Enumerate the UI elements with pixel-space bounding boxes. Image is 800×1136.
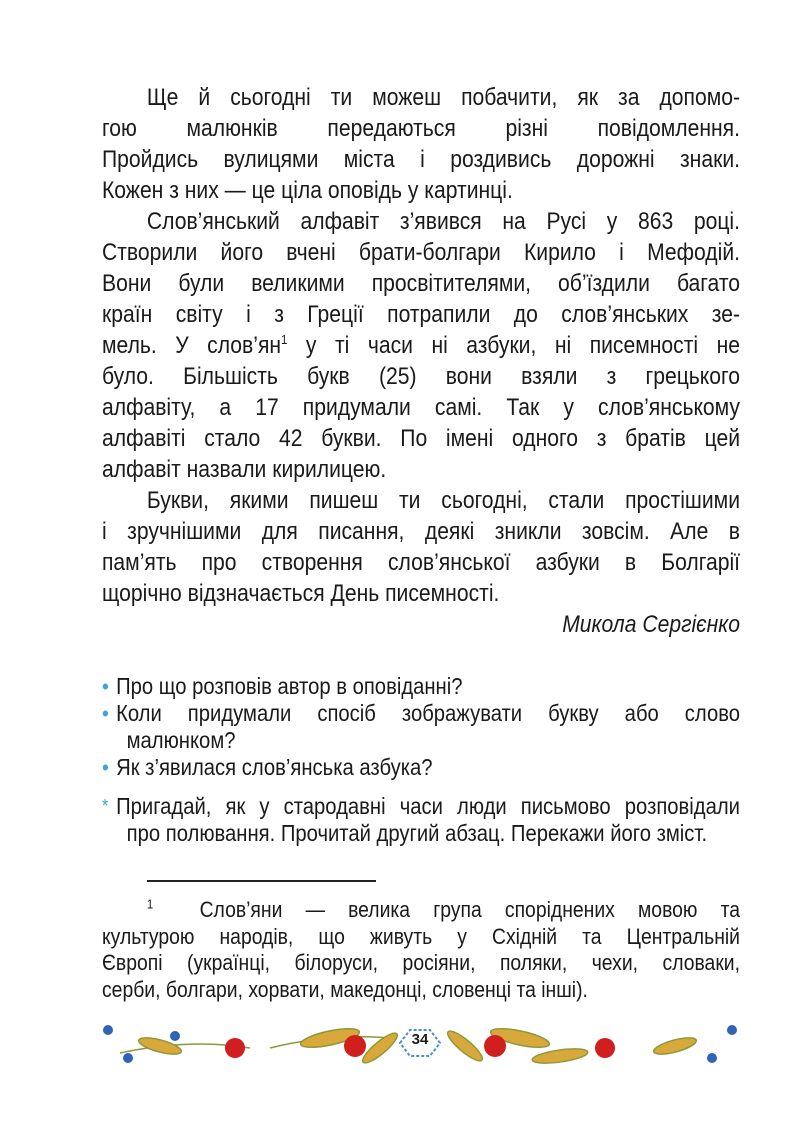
text-line: пам’ять про створення слов’янської азбуки в Болгарії — [102, 549, 740, 576]
text-line: алфавіт назвали кирилицею. — [102, 456, 387, 483]
question-text-continued: малюнком? — [126, 727, 236, 753]
asterisk-icon: * — [102, 796, 109, 816]
bullet-icon: • — [102, 701, 109, 726]
text-line: алфавіту, а 17 придумали самі. Так у слов’янському — [102, 394, 740, 421]
question-text: Як з’явилася слов’янська азбука? — [116, 754, 433, 780]
question-item — [102, 754, 740, 781]
question-text: Коли придумали спосіб зображувати букву або слово — [116, 700, 740, 726]
bullet-icon: • — [102, 755, 109, 780]
footnote-line: Європі (українці, білоруси, росіяни, поляки, чехи, словаки, — [102, 950, 740, 975]
footnote-line: культурою народів, що живуть у Східній та Центральній — [102, 923, 740, 949]
task-item — [102, 793, 740, 820]
questions-list — [102, 673, 740, 847]
footnote — [102, 897, 740, 1003]
task-text: Пригадай, як у стародавні часи люди письмово розповідали — [116, 793, 740, 819]
text-line: країн світу і з Греції потрапили до слов’янських зе- — [102, 301, 740, 328]
text-line: було. Більшість букв (25) вони взяли з грецького — [102, 363, 740, 390]
page-number: 34 — [411, 1031, 429, 1048]
task-text-continued: про полювання. Прочитай другий абзац. Перекажи його зміст. — [126, 820, 708, 846]
footnote-divider — [147, 880, 376, 882]
bullet-icon: • — [102, 674, 109, 699]
text-fragment: мель. У слов’ян — [102, 332, 282, 359]
story-text — [102, 82, 740, 640]
text-line: Створили його вчені брати-болгари Кирило і Мефодій. — [102, 239, 740, 266]
text-line: Вони були великими просвітителями, об’їздили багато — [102, 270, 740, 297]
text-line: і зручнішими для писання, деякі зникли зовсім. Але в — [102, 518, 740, 545]
question-item — [102, 700, 740, 727]
text-line: щорічно відзначається День писемності. — [102, 580, 500, 607]
text-line: Кожен з них — це ціла оповідь у картинці. — [102, 177, 513, 204]
author-name: Микола Сергієнко — [562, 611, 740, 638]
footnote-reference[interactable]: 1 — [281, 332, 288, 347]
text-line: алфавіті стало 42 букви. По імені одного з братів цей — [102, 425, 740, 452]
footnote-line — [102, 897, 740, 924]
text-fragment: у ті часи ні азбуки, ні писемності не — [287, 332, 740, 359]
text-line: Слов’янський алфавіт з’явився на Русі у 863 році. — [146, 208, 740, 235]
question-text: Про що розповів автор в оповіданні? — [116, 673, 463, 699]
footnote-text: Слов’яни — велика група споріднених мовою та — [199, 897, 740, 922]
footnote-line: серби, болгари, хорвати, македонці, словенці та інші). — [102, 976, 588, 1002]
question-item — [102, 673, 740, 700]
text-line: гою малюнків передаються різні повідомлення. — [102, 115, 740, 142]
text-line — [102, 330, 740, 361]
text-line: Букви, якими пишеш ти сьогодні, стали простішими — [146, 487, 740, 514]
footnote-mark: 1 — [146, 896, 154, 912]
text-line: Ще й сьогодні ти можеш побачити, як за допомо- — [146, 84, 740, 111]
text-line: Пройдись вулицями міста і роздивись дорожні знаки. — [102, 146, 740, 173]
